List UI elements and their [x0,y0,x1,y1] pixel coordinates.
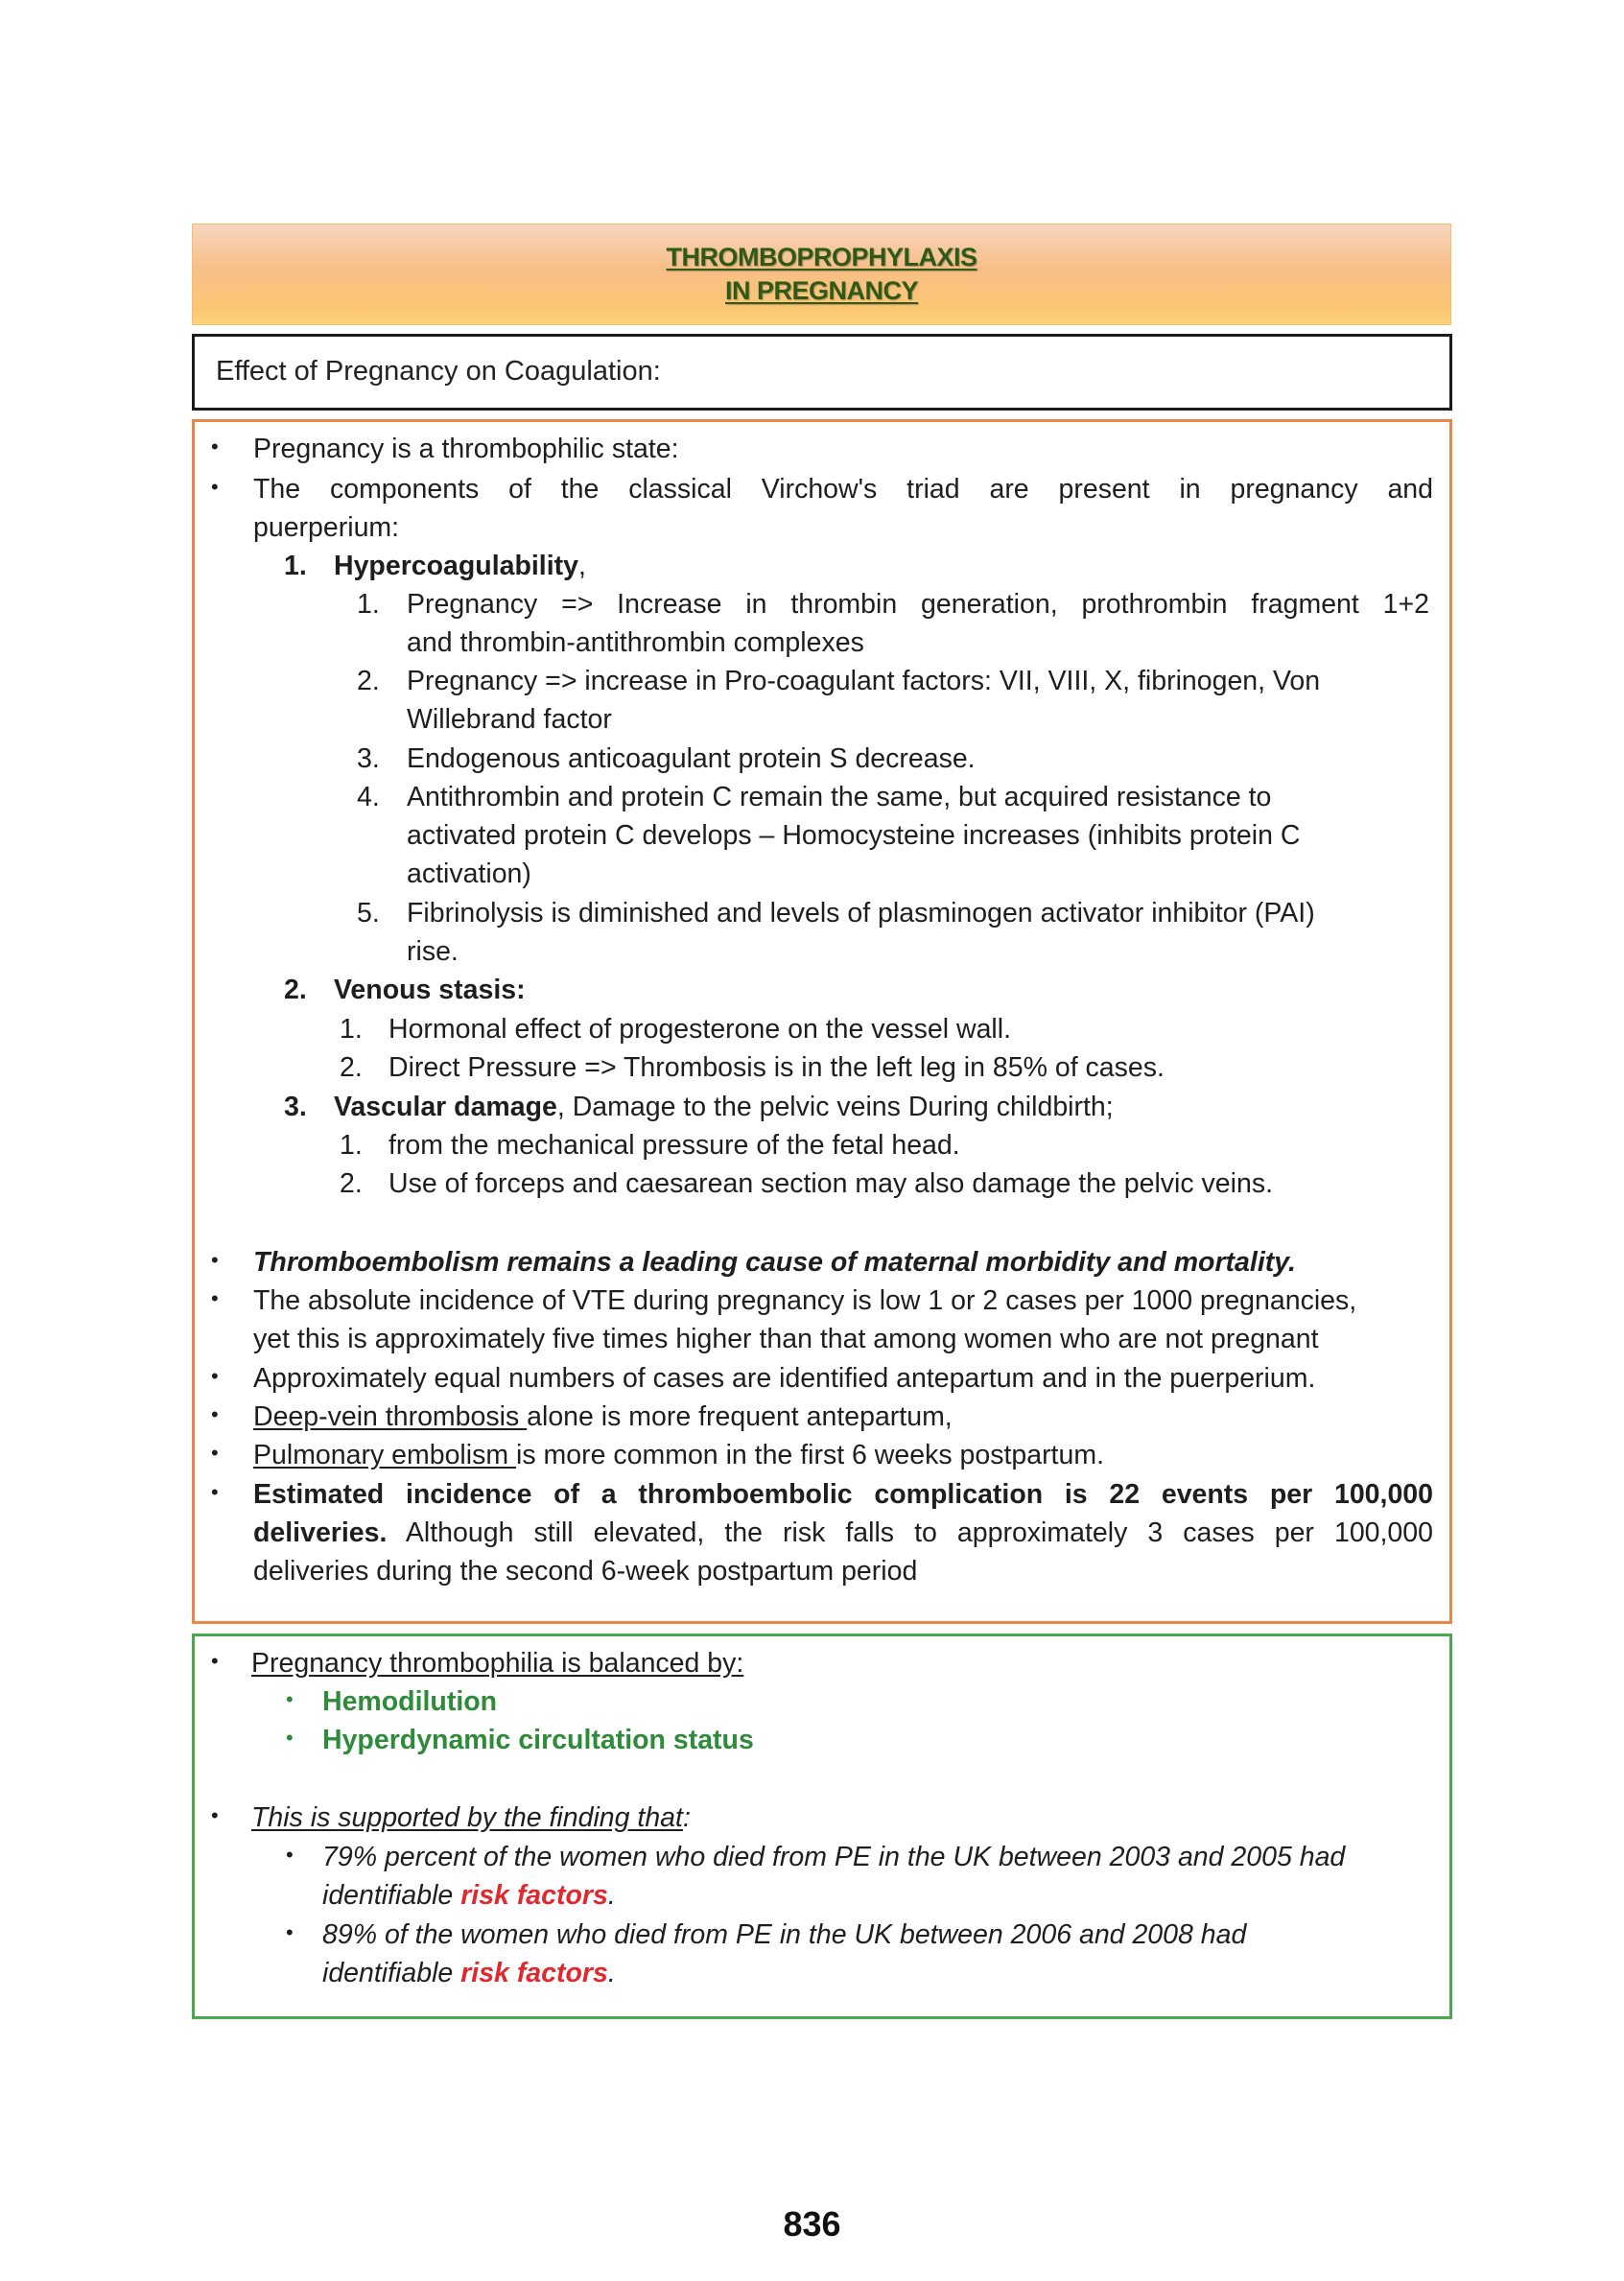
title-banner [192,223,1451,325]
list-item: Direct Pressure => Thrombosis is in the left leg in 85% of cases. [388,1052,1165,1083]
balance-item: Hyperdynamic circultation status [322,1725,754,1755]
item-number: 5. [357,898,380,929]
bullet-icon: • [211,1402,219,1426]
list-item-continuation: Willebrand factor [407,704,612,735]
triad-heading [334,1088,1114,1126]
supported-by-heading [251,1799,691,1837]
item-number: 4. [357,782,380,812]
bullet-icon: • [211,475,219,499]
bullet-icon: • [286,1726,294,1750]
list-item-continuation: and thrombin-antithrombin complexes [407,627,864,658]
bullet-icon: • [211,1248,219,1272]
list-item: Approximately equal numbers of cases are identified antepartum and in the puerperium. [253,1363,1316,1394]
text: identifiable [322,1880,461,1911]
balanced-by-heading: Pregnancy thrombophilia is balanced by: [251,1648,744,1679]
text: identifiable [322,1958,461,1988]
list-item: Pregnancy => Increase in thrombin generation, prothrombin fragment 1+2 [407,589,1429,620]
list-item: Fibrinolysis is diminished and levels of plasminogen activator inhibitor (PAI) [407,898,1315,929]
list-item-continuation: deliveries during the second 6-week postpartum period [253,1556,918,1587]
bullet-icon: • [211,1441,219,1465]
triad-number: 2. [284,975,307,1005]
triad-title: Hypercoagulability [334,551,578,581]
list-item: The absolute incidence of VTE during pregnancy is low 1 or 2 cases per 1000 pregnancies, [253,1285,1357,1316]
finding-item: 89% of the women who died from PE in the UK between 2006 and 2008 had [322,1919,1247,1950]
item-number: 1. [357,589,380,620]
text: . [607,1958,616,1988]
bullet-icon: • [286,1687,294,1711]
item-number: 2. [340,1052,363,1083]
text: Although still elevated, the risk falls to approximately 3 cases per 100,000 [387,1517,1433,1548]
list-item [253,1436,1104,1474]
pe-term: Pulmonary embolism [253,1440,517,1470]
item-number: 1. [340,1130,363,1161]
bullet-icon: • [286,1843,294,1867]
triad-suffix: , [577,551,586,581]
list-item: Endogenous anticoagulant protein S decrease. [407,743,976,774]
bullet-icon: • [286,1920,294,1944]
bold-text: deliveries. [253,1517,388,1548]
bullet-icon: • [211,1480,219,1504]
list-item-continuation: activated protein C develops – Homocysteine increases (inhibits protein C [407,820,1301,851]
triad-number: 1. [284,551,307,581]
finding-continuation [322,1954,616,1992]
pe-text: is more common in the first 6 weeks postpartum. [516,1440,1104,1470]
item-number: 2. [340,1168,363,1199]
list-item: Use of forceps and caesarean section may also damage the pelvic veins. [388,1168,1274,1199]
list-item-continuation: puerperium: [253,512,400,543]
bullet-icon: • [211,435,219,459]
supported-by-text: This is supported by the finding that [251,1802,683,1833]
bullet-icon: • [211,1286,219,1310]
list-item: Estimated incidence of a thromboembolic complication is 22 events per 100,000 [253,1479,1433,1510]
dvt-text: alone is more frequent antepartum, [527,1401,953,1432]
item-number: 3. [357,743,380,774]
section-heading: Effect of Pregnancy on Coagulation: [216,356,661,387]
list-item: Hormonal effect of progesterone on the vessel wall. [388,1014,1012,1045]
text: . [607,1880,616,1911]
triad-number: 3. [284,1092,307,1122]
list-item-continuation [253,1514,1433,1552]
page-title-line1: THROMBOPROPHYLAXIS [666,243,977,271]
triad-title: Vascular damage [334,1092,557,1122]
dvt-term: Deep-vein thrombosis [253,1401,528,1432]
list-item-continuation: yet this is approximately five times higher than that among women who are not pregnant [253,1324,1319,1354]
triad-suffix: , Damage to the pelvic veins During childbirth; [556,1092,1114,1122]
colon: : [682,1802,691,1833]
item-number: 1. [340,1014,363,1045]
bullet-icon: • [211,1649,219,1673]
key-fact: Thromboembolism remains a leading cause of maternal morbidity and mortality. [253,1247,1296,1278]
item-number: 2. [357,666,380,696]
list-item: from the mechanical pressure of the fetal head. [388,1130,960,1161]
triad-heading [334,547,586,585]
list-item-continuation: activation) [407,858,531,889]
list-item: Pregnancy => increase in Pro-coagulant factors: VII, VIII, X, fibrinogen, Von [407,666,1321,696]
triad-title: Venous stasis: [334,975,526,1005]
balance-item: Hemodilution [322,1686,498,1717]
section-heading-box [192,334,1452,411]
page-number: 836 [783,2204,841,2244]
finding-item: 79% percent of the women who died from PE in the UK between 2003 and 2005 had [322,1842,1346,1872]
page-title-line2: IN PREGNANCY [724,276,919,305]
list-item-continuation: rise. [407,936,459,967]
bullet-icon: • [211,1803,219,1827]
risk-factors-highlight: risk factors [460,1880,608,1911]
bullet-icon: • [211,1364,219,1388]
finding-continuation [322,1876,616,1915]
list-item: Antithrombin and protein C remain the same, but acquired resistance to [407,782,1272,812]
list-item: Pregnancy is a thrombophilic state: [253,434,679,464]
list-item [253,1398,953,1436]
list-item: The components of the classical Virchow's triad are present in pregnancy and [253,474,1433,505]
risk-factors-highlight: risk factors [460,1958,608,1988]
